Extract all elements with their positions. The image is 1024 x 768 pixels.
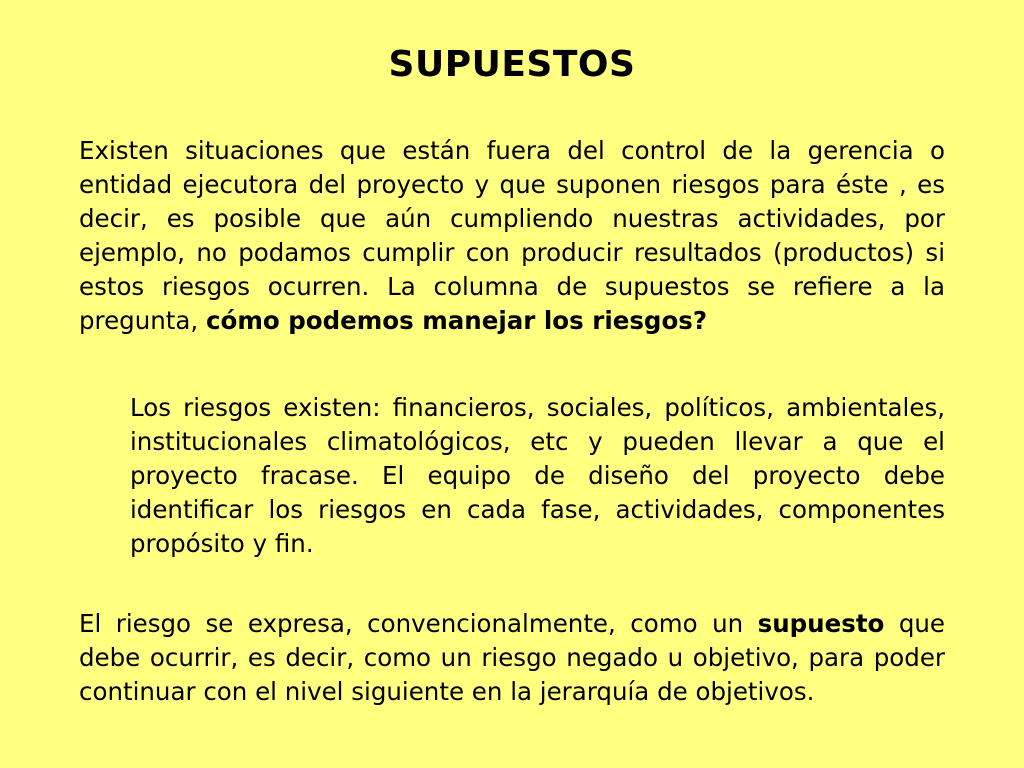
- slide-title: SUPUESTOS: [388, 44, 636, 85]
- paragraph-assumptions-intro: [79, 134, 945, 338]
- paragraph-1-text: Existen situaciones que están fuera del control de la gerencia o entidad ejecutora del proyecto y que suponen riesgos para éste , es decir, es posible que aún cumpliendo nuestras actividades, por ejemplo, no podamos cumplir con producir resultados (productos) si estos riesgos ocurren. La columna de supuestos se refiere a la pregunta,: [79, 136, 945, 335]
- paragraph-3-bold-term: supuesto: [757, 609, 885, 638]
- paragraph-1-bold-question: cómo podemos manejar los riesgos?: [205, 306, 708, 335]
- paragraph-risk-types: [130, 391, 945, 561]
- paragraph-2-text: Los riesgos existen: financieros, sociales, políticos, ambientales, institucionales climatológicos, etc y pueden llevar a que el proyecto fracase. El equipo de diseño del proyecto debe identificar los riesgos en cada fase, actividades, componentes propósito y fin.: [130, 393, 945, 558]
- paragraph-3-before: El riesgo se expresa, convencionalmente, como un: [79, 609, 744, 638]
- paragraph-risk-expression: [79, 607, 945, 709]
- paragraph-3-after: que debe ocurrir, es decir, como un riesgo negado u objetivo, para poder continuar con el nivel siguiente en la jerarquía de objetivos.: [79, 609, 945, 706]
